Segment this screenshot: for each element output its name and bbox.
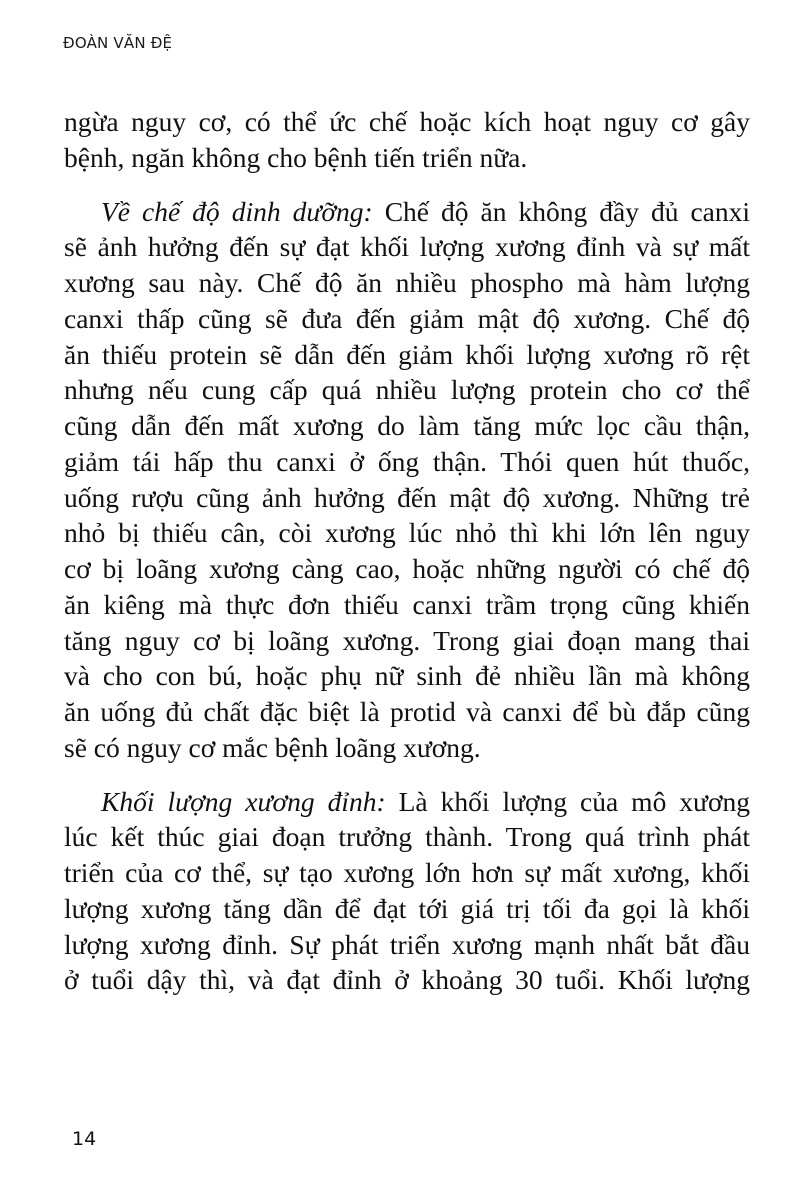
running-head-author: ĐOÀN VĂN ĐỆ (63, 34, 173, 52)
text-line: ở tuổi dậy thì, và đạt đỉnh ở khoảng 30 tuổi. Khối lượng (64, 964, 750, 996)
text-line: giảm tái hấp thu canxi ở ống thận. Thói quen hút thuốc, (64, 445, 750, 477)
text-line: triển của cơ thể, sự tạo xương lớn hơn sự mất xương, khối (64, 857, 750, 888)
paragraph-lead-in: Khối lượng xương đỉnh: (101, 785, 386, 817)
text-line: tăng nguy cơ bị loãng xương. Trong giai đoạn mang thai (64, 624, 750, 656)
text-line: ăn uống đủ chất đặc biệt là protid và canxi để bù đắp cũng (64, 696, 750, 727)
text-line (64, 784, 750, 820)
text-line: và cho con bú, hoặc phụ nữ sinh đẻ nhiều lần mà không (64, 660, 750, 692)
text-line: sẽ ảnh hưởng đến sự đạt khối lượng xương đỉnh và sự mất (64, 231, 750, 263)
text-segment: Chế độ ăn không đầy đủ canxi (372, 195, 751, 227)
text-line: uống rượu cũng ảnh hưởng đến mật độ xương. Những trẻ (64, 481, 750, 513)
text-line: nhỏ bị thiếu cân, còi xương lúc nhỏ thì khi lớn lên nguy (64, 517, 750, 549)
text-line: ăn thiếu protein sẽ dẫn đến giảm khối lượng xương rõ rệt (64, 338, 750, 370)
paragraph-lead-in: Về chế độ dinh dưỡng: (101, 195, 373, 227)
body-text (64, 104, 750, 998)
text-line: cơ bị loãng xương càng cao, hoặc những người có chế độ (64, 553, 750, 584)
text-line: ăn kiêng mà thực đơn thiếu canxi trầm trọng cũng khiến (64, 588, 750, 620)
text-line: lượng xương tăng dần để đạt tới giá trị tối đa gọi là khối (64, 892, 750, 924)
paragraph-diet (64, 194, 750, 766)
paragraph-1 (64, 104, 750, 176)
text-line: nhưng nếu cung cấp quá nhiều lượng protein cho cơ thể (64, 374, 750, 406)
page-number: 14 (72, 1128, 97, 1150)
text-line: lúc kết thúc giai đoạn trưởng thành. Trong quá trình phát (64, 821, 750, 853)
text-line: cũng dẫn đến mất xương do làm tăng mức lọc cầu thận, (64, 410, 750, 441)
text-line: xương sau này. Chế độ ăn nhiều phospho mà hàm lượng (64, 267, 750, 298)
paragraph-peak-bone-mass (64, 784, 750, 999)
text-line (64, 194, 750, 230)
text-line: bệnh, ngăn không cho bệnh tiến triển nữa. (64, 141, 528, 173)
text-line: lượng xương đỉnh. Sự phát triển xương mạnh nhất bắt đầu (64, 928, 750, 960)
text-line: sẽ có nguy cơ mắc bệnh loãng xương. (64, 731, 481, 763)
text-line: ngừa nguy cơ, có thể ức chế hoặc kích hoạt nguy cơ gây (64, 106, 750, 137)
text-line: canxi thấp cũng sẽ đưa đến giảm mật độ xương. Chế độ (64, 302, 750, 334)
text-segment: Là khối lượng của mô xương (385, 785, 750, 817)
